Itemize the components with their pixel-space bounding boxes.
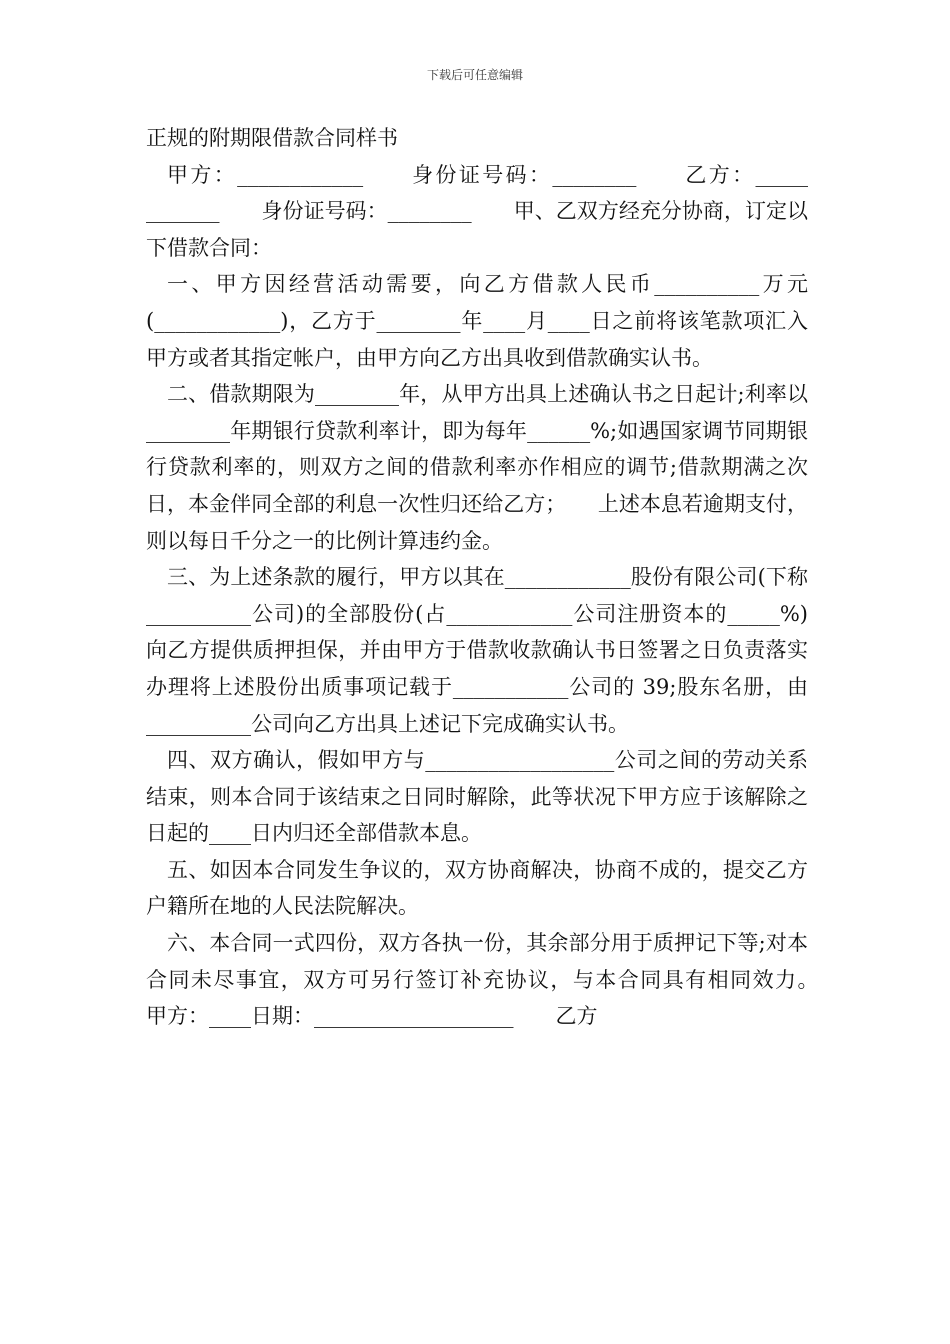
- clause-2: 二、借款期限为________年，从甲方出具上述确认书之日起计;利率以________年期银行贷款利率计，即为每年______%;如遇国家调节同期银行贷款利率的，则双方之间的借款利率亦作相应的调节;借款期满之次日，本金伴同全部的利息一次性归还给乙方； 上述本息若逾期支付，则以每日千分之一的比例计算违约金。: [146, 382, 808, 553]
- clause-3: 三、为上述条款的履行，甲方以其在____________股份有限公司(下称 __________公司)的全部股份(占____________公司注册资本的_____%)向乙方提供质押担保，并由甲方于借款收款确认书日签署之日负责落实办理将上述股份出质事项记载于___________公司的 39;股东名册，由 __________公司向乙方出具上述记下完成确实认书。: [146, 565, 808, 736]
- clause-6: 六、本合同一式四份，双方各执一份，其余部分用于质押记下等;对本合同未尽事宜，双方可另行签订补充协议，与本合同具有相同效力。 甲方：____日期：___________________ 乙方: [146, 931, 850, 1029]
- clause-4: 四、双方确认，假如甲方与__________________公司之间的劳动关系结束，则本合同于该结束之日同时解除，此等状况下甲方应于该解除之日起的____日内归还全部借款本息。: [146, 748, 808, 846]
- document-body: [146, 120, 850, 1035]
- clause-1: 一、甲方因经营活动需要，向乙方借款人民币__________万元(____________)，乙方于________年____月____日之前将该笔款项汇入甲方或者其指定帐户，由甲方向乙方出具收到借款确实认书。: [146, 272, 808, 370]
- page-header: 下载后可任意编辑: [426, 68, 523, 82]
- contract-intro: 甲方：____________ 身份证号码：________ 乙方：_____ _______ 身份证号码：________ 甲、乙双方经充分协商，订定以下借款合同：: [146, 162, 808, 260]
- clause-5: 五、如因本合同发生争议的，双方协商解决，协商不成的，提交乙方户籍所在地的人民法院解决。: [146, 857, 808, 919]
- document-title: 正规的附期限借款合同样书: [146, 126, 398, 150]
